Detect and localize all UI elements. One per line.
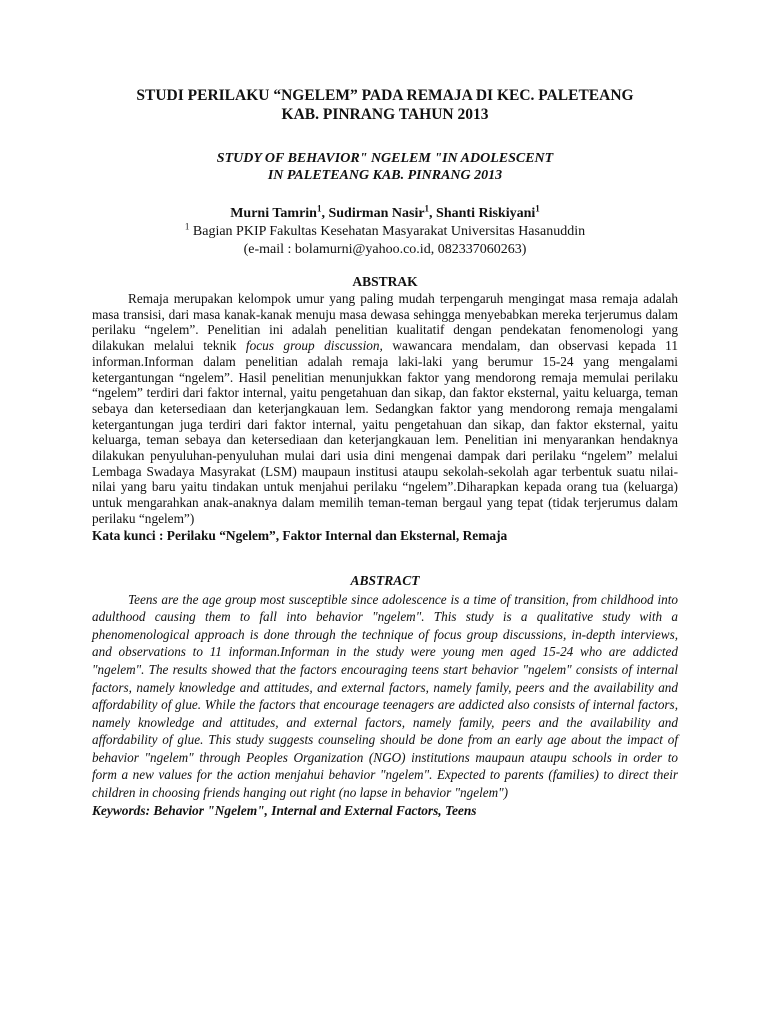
author-1-mark: 1	[316, 203, 322, 214]
contact-info: (e-mail : bolamurni@yahoo.co.id, 082337060263)	[243, 242, 527, 257]
author-2-mark: 1	[424, 203, 430, 214]
abstract-keywords: Keywords: Behavior "Ngelem", Internal and External Factors, Teens	[92, 802, 477, 818]
affiliation-mark: 1	[184, 221, 190, 232]
author-separator: ,	[429, 206, 437, 221]
abstrak-heading: ABSTRAK	[352, 274, 418, 289]
abstrak-keywords: Kata kunci : Perilaku “Ngelem”, Faktor Internal dan Eksternal, Remaja	[92, 527, 508, 543]
affiliation	[92, 223, 678, 241]
author-2: Sudirman Nasir	[328, 206, 425, 221]
paper-title-english	[92, 150, 678, 184]
title-en-line-2: IN PALETEANG KAB. PINRANG 2013	[267, 168, 503, 183]
author-list	[92, 205, 678, 223]
paper-title	[92, 86, 678, 124]
abstract-heading: ABSTRACT	[350, 572, 420, 588]
author-separator: ,	[321, 206, 329, 221]
abstrak-text-part-1: Remaja merupakan kelompok umur yang paling mudah terpengaruh mengingat masa remaja adalah masa transisi, dari masa kanak-kanak menuju masa dewasa sehingga menyebabkan mereka terjerumus dalam perilaku “ngelem”. Penelitian ini adalah penelitian kualitatif dengan pendekatan fenomenologi yang dilakukan melalui teknik	[92, 291, 678, 354]
title-en-line-1: STUDY OF BEHAVIOR" NGELEM "IN ADOLESCENT	[216, 151, 554, 166]
paper-page	[92, 86, 678, 819]
affiliation-text: Bagian PKIP Fakultas Kesehatan Masyarakat Universitas Hasanuddin	[189, 224, 586, 239]
title-line-2: KAB. PINRANG TAHUN 2013	[281, 106, 489, 123]
title-line-1: STUDI PERILAKU “NGELEM” PADA REMAJA DI KEC. PALETEANG	[136, 87, 634, 104]
author-3-mark: 1	[535, 203, 540, 214]
abstrak-body	[92, 291, 678, 527]
abstrak-text-part-2: wawancara mendalam, dan observasi kepada 11 informan.Informan dalam penelitian adalah remaja laki-laki yang berumur 15-24 yang mengalami ketergantungan “ngelem”. Hasil penelitian menunjukkan faktor yang mendorong remaja memulai perilaku “ngelem” terdiri dari faktor internal, yaitu pengetahuan dan sikap, dan faktor eksternal, yaitu keluarga, teman sebaya dan ketersediaan dan keterjangkauan lem. Sedangkan faktor yang mendorong remaja mengalami ketergantungan juga terdiri dari faktor internal, yaitu pengetahuan dan sikap, dan faktor eksternal, yaitu keluarga, teman sebaya dan ketersediaan dan keterjangkauan lem. Penelitian ini menyarankan hendaknya dilakukan penyuluhan-penyuluhan mulai dari usia dini mengenai dampak dari perilaku “ngelem” melalui Lembaga Swadaya Masyrakat (LSM) maupaun institusi ataupu sekolah-sekolah agar terbentuk suatu nilai-nilai yang baru yaitu tindakan untuk menjahui perilaku “ngelem”.Diharapkan kepada orang tua (keluarga) untuk mengarahkan anak-anaknya dalam memilih teman-teman bergaul yang tepat (tidak terjerumus dalam perilaku “ngelem”)	[92, 338, 678, 526]
author-1: Murni Tamrin	[230, 206, 317, 221]
abstrak-focus-term: focus group discussion,	[245, 338, 383, 354]
abstract-body: Teens are the age group most susceptible since adolescence is a time of transition, from childhood into adulthood causing them to fall into behavior "ngelem". This study is a qualitative study with a phenomenological approach is done through the technique of focus group discussions, in-depth interviews, and observations to 11 informan.Informan in the study were young men aged 15-24 who are addicted "ngelem". The results showed that the factors encouraging teens start behavior "ngelem" consists of internal factors, namely knowledge and attitudes, and external factors, namely family, peers and the availability and affordability of glue. While the factors that encourage teenagers are addicted also consists of internal factors, namely knowledge and attitudes, and external factors, namely family, peers and the availability and affordability of glue. This study suggests counseling should be done from an early age about the impact of behavior "ngelem" through Peoples Organization (NGO) institutions maupaun ataupu schools in order to form a new values for the action menjahui behavior "ngelem". Expected to parents (families) to direct their children in choosing friends hanging out right (no lapse in behavior "ngelem")	[92, 591, 678, 801]
author-3: Shanti Riskiyani	[436, 206, 536, 221]
